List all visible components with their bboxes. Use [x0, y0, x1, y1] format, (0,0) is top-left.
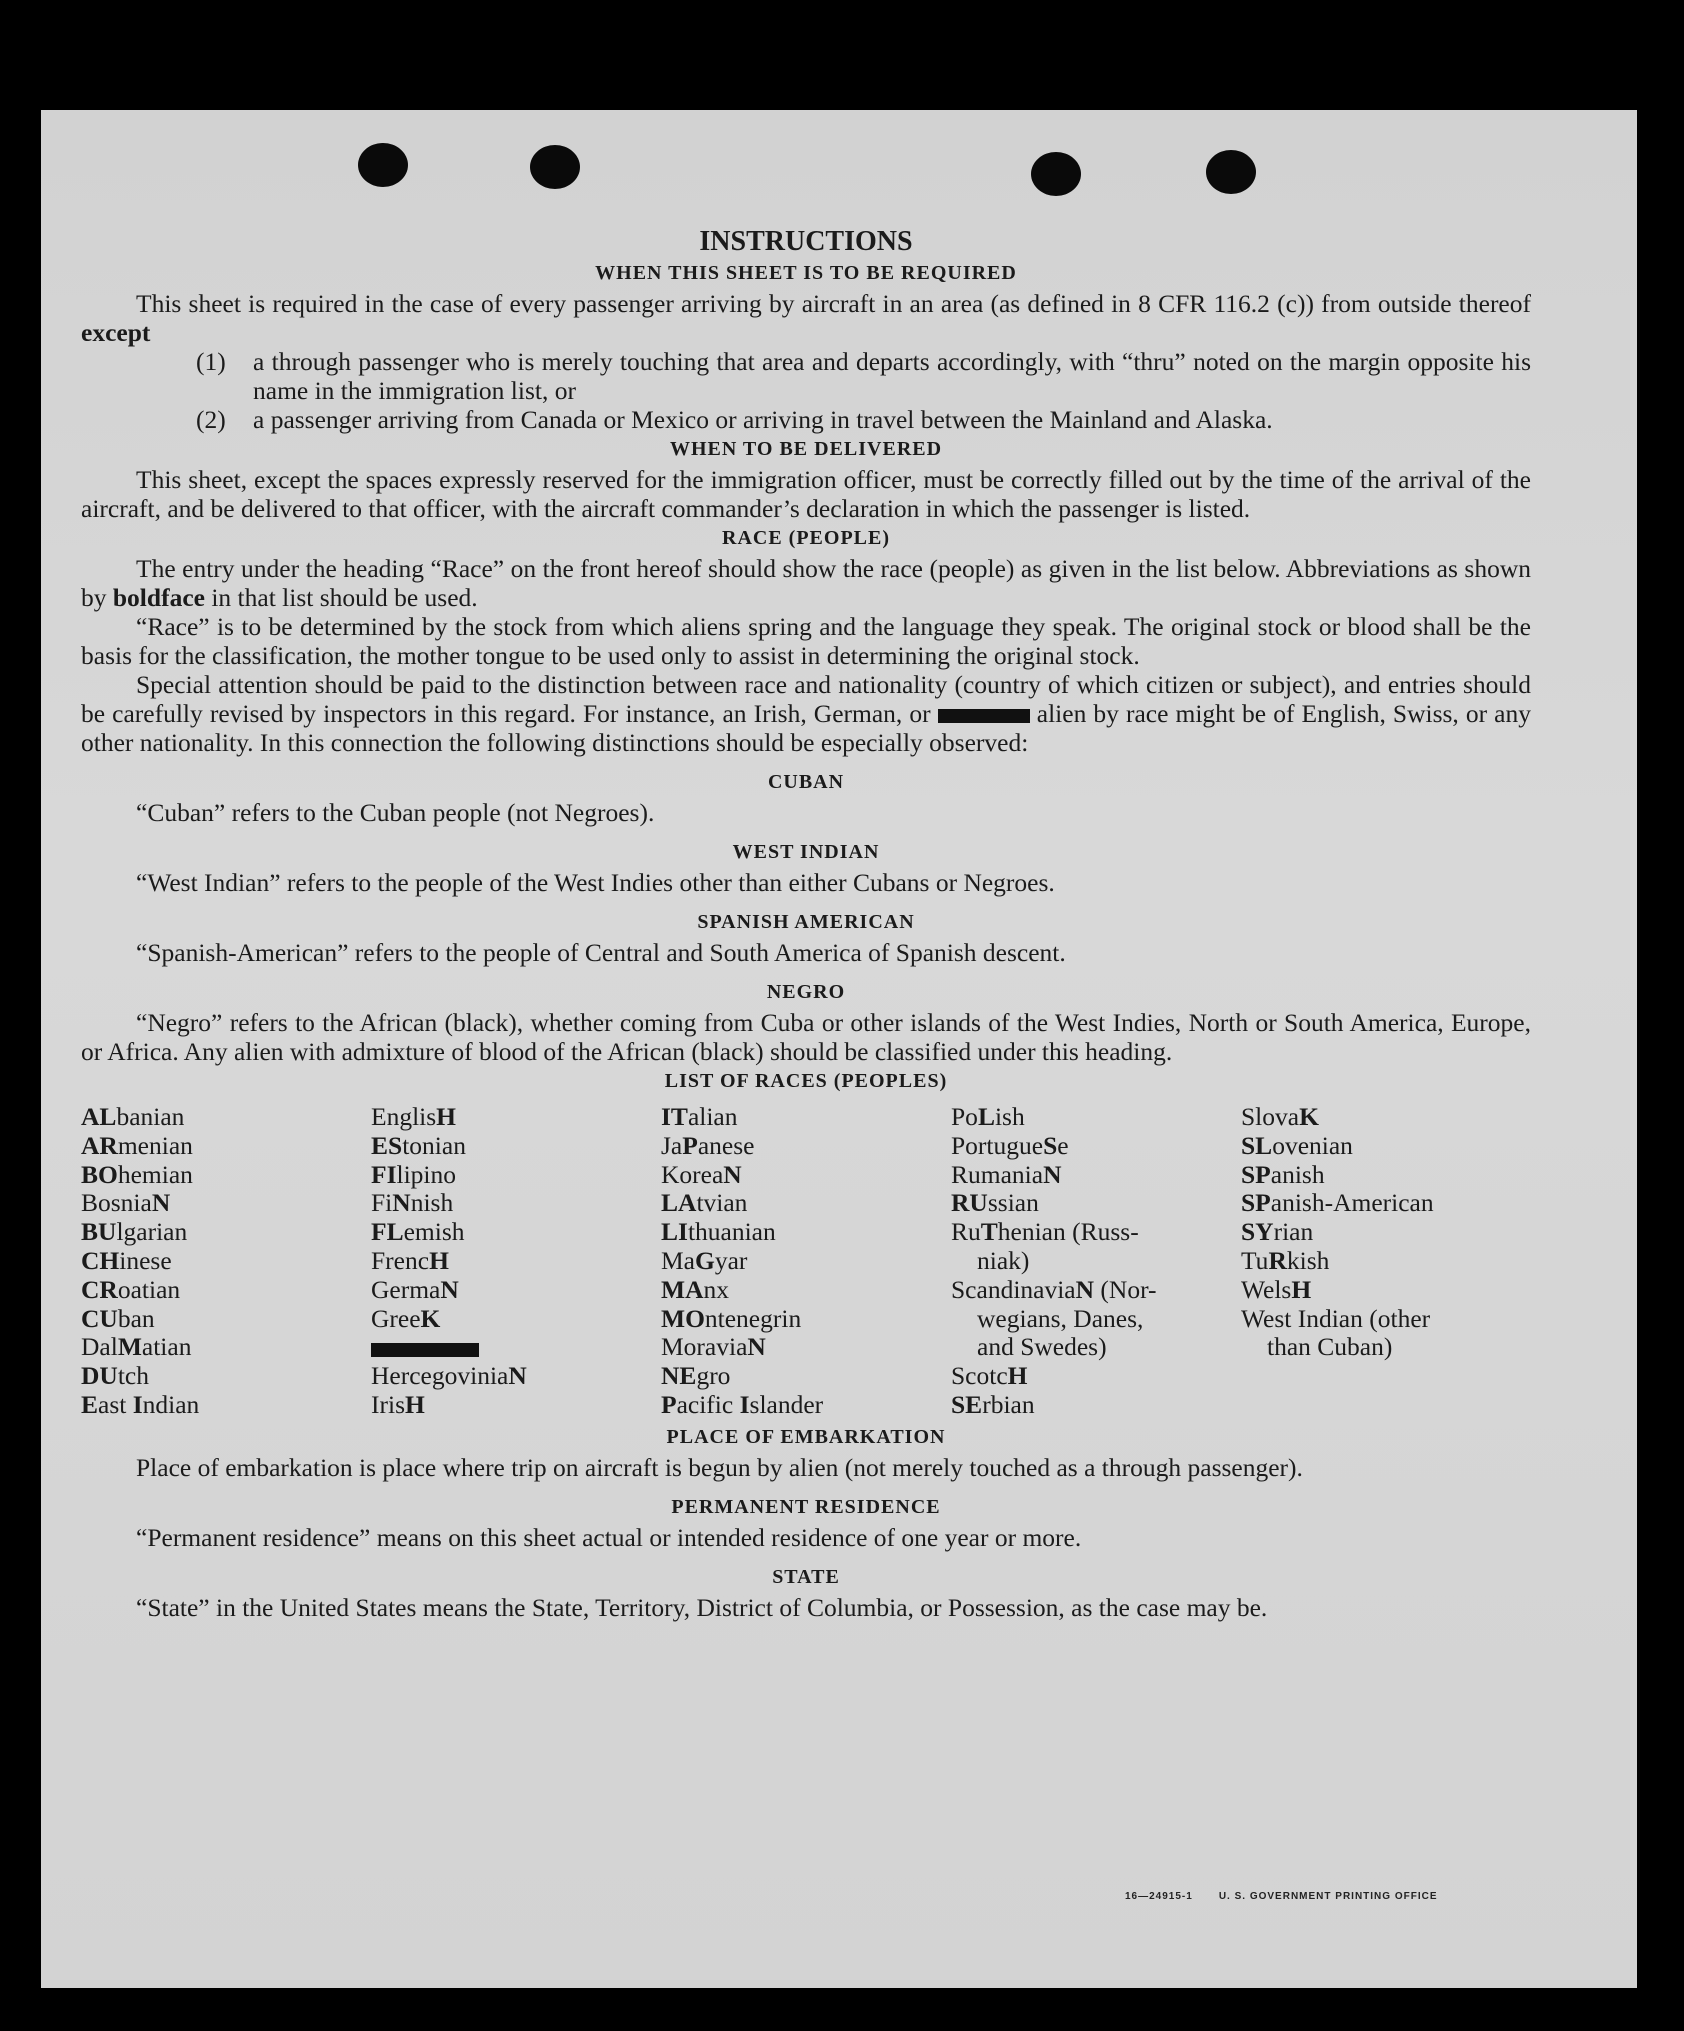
race-entry: ALbanian — [81, 1102, 185, 1131]
race-entry: EnglisH — [371, 1102, 457, 1131]
race-entry: SlovaK — [1241, 1102, 1319, 1131]
race-paragraph: “Race” is to be determined by the stock from which aliens spring and the language they speak. The original stock or blood shall be the basis for the classification, the mother tongue to be used only to assist in determining the original stock. — [81, 612, 1531, 670]
race-entry: TuRkish — [1241, 1245, 1330, 1275]
race-column — [371, 1103, 661, 1420]
race-entry: SYrian — [1241, 1217, 1314, 1247]
race-entry: MOntenegrin — [661, 1303, 802, 1333]
race-entry: West Indian (other — [1241, 1303, 1431, 1333]
section-heading-negro: NEGRO — [766, 981, 846, 1003]
race-column — [661, 1103, 951, 1420]
race-column — [1241, 1103, 1531, 1420]
race-entry: DUtch — [81, 1361, 149, 1391]
printer-name: U. S. GOVERNMENT PRINTING OFFICE — [1218, 1891, 1438, 1902]
redaction-mark — [371, 1343, 479, 1357]
race-entry: BUlgarian — [81, 1217, 188, 1247]
race-entry: wegians, Danes, — [977, 1303, 1144, 1333]
race-entry: ScotcH — [951, 1361, 1028, 1391]
section-heading-when-delivered: WHEN TO BE DELIVERED — [669, 438, 943, 460]
instructions-body — [81, 226, 1531, 1622]
section-heading-cuban: CUBAN — [767, 771, 845, 793]
when-required-intro: This sheet is required in the case of every passenger arriving by aircraft in an area (as defined in 8 CFR 116.2 (c)) from outside thereof except — [81, 289, 1531, 347]
punch-hole — [358, 143, 408, 187]
cuban-text: “Cuban” refers to the Cuban people (not Negroes). — [136, 798, 655, 827]
race-entry: MaGyar — [661, 1245, 748, 1275]
race-entry: LIthuanian — [661, 1217, 776, 1247]
race-entry: CHinese — [81, 1245, 172, 1275]
section-heading-list-of-races: LIST OF RACES (PEOPLES) — [664, 1070, 948, 1092]
embarkation-text: Place of embarkation is place where trip on aircraft is begun by alien (not merely touched as a through passenger). — [136, 1452, 1303, 1482]
race-entry: HercegoviniaN — [371, 1361, 527, 1391]
section-heading-spanish-american: SPANISH AMERICAN — [697, 911, 915, 933]
exception-item: (2) a passenger arriving from Canada or Mexico or arriving in travel between the Mainland and Alaska. — [196, 405, 1273, 434]
race-entry: RUssian — [951, 1188, 1039, 1218]
race-entry: Pacific Islander — [661, 1389, 824, 1419]
race-entry: PortugueSe — [951, 1130, 1069, 1160]
section-heading-when-required: WHEN THIS SHEET IS TO BE REQUIRED — [595, 262, 1017, 284]
race-paragraph: The entry under the heading “Race” on the front hereof should show the race (people) as given in the list below. Abbreviations as shown by boldface in that list should be used. — [81, 554, 1531, 612]
race-entry: SPanish — [1241, 1159, 1325, 1189]
race-entry: and Swedes) — [977, 1332, 1107, 1362]
race-entry: KoreaN — [661, 1159, 742, 1189]
permanent-residence-text: “Permanent residence” means on this sheet actual or intended residence of one year or more. — [136, 1522, 1082, 1552]
punch-hole — [530, 145, 580, 189]
when-delivered-text: This sheet, except the spaces expressly reserved for the immigration officer, must be correctly filled out by the time of the arrival of the aircraft, and be delivered to that officer, with the aircraft commander’s declaration in which the passenger is listed. — [81, 465, 1531, 523]
race-list — [81, 1103, 1531, 1420]
section-heading-embarkation: PLACE OF EMBARKATION — [666, 1425, 946, 1448]
race-entry: GermaN — [371, 1274, 459, 1304]
race-entry: SErbian — [951, 1389, 1035, 1419]
race-column — [81, 1103, 371, 1420]
west-indian-text: “West Indian” refers to the people of the West Indies other than either Cubans or Negroes. — [136, 868, 1055, 897]
exception-item: (1) a through passenger who is merely touching that area and departs accordingly, with “thru” noted on the margin opposite his name in the immigration list, or — [196, 347, 1531, 405]
punch-hole — [1206, 150, 1256, 194]
race-entry: ScandinaviaN (Nor- — [951, 1274, 1157, 1304]
race-entry: EStonian — [371, 1130, 466, 1160]
race-entry: FrencH — [371, 1245, 449, 1275]
race-entry: IrisH — [371, 1389, 425, 1419]
race-entry — [371, 1333, 661, 1362]
section-heading-state: STATE — [772, 1565, 840, 1588]
race-entry: East Indian — [81, 1389, 200, 1419]
race-entry: MoraviaN — [661, 1332, 766, 1362]
race-entry: DalMatian — [81, 1332, 192, 1362]
race-paragraph: Special attention should be paid to the distinction between race and nationality (country of which citizen or subject), and entries should be carefully revised by inspectors in this regard. For instance, an Irish, German, or alien by race might be of English, Swiss, or any other nationality. In this connection the following distinctions should be especially observed: — [81, 670, 1531, 757]
punch-hole — [1031, 152, 1081, 196]
race-entry: NEgro — [661, 1361, 731, 1391]
race-entry: WelsH — [1241, 1274, 1312, 1304]
race-entry: MAnx — [661, 1274, 729, 1304]
section-heading-race: RACE (PEOPLE) — [722, 527, 890, 549]
race-entry: SLovenian — [1241, 1130, 1353, 1160]
race-entry: niak) — [977, 1245, 1030, 1275]
race-entry: ITalian — [661, 1102, 738, 1131]
spanish-american-text: “Spanish-American” refers to the people of Central and South America of Spanish descent. — [136, 938, 1066, 967]
race-entry: CRoatian — [81, 1274, 181, 1304]
form-number: 16—24915-1 — [1125, 1891, 1193, 1902]
race-entry: SPanish-American — [1241, 1188, 1434, 1218]
section-heading-west-indian: WEST INDIAN — [732, 841, 880, 863]
race-entry: ARmenian — [81, 1130, 193, 1160]
race-entry: LAtvian — [661, 1188, 748, 1218]
section-heading-permanent-residence: PERMANENT RESIDENCE — [671, 1495, 941, 1518]
race-entry: JaPanese — [661, 1130, 755, 1160]
page-title: INSTRUCTIONS — [699, 226, 913, 257]
document-sheet — [41, 110, 1637, 1988]
race-entry: CUban — [81, 1303, 155, 1333]
race-entry: BosniaN — [81, 1188, 171, 1218]
race-entry: BOhemian — [81, 1159, 193, 1189]
race-entry: FiNnish — [371, 1188, 454, 1218]
negro-text: “Negro” refers to the African (black), whether coming from Cuba or other islands of the West Indies, North or South America, Europe, or Africa. Any alien with admixture of blood of the African (black) should be classified under this heading. — [81, 1008, 1531, 1066]
race-entry: than Cuban) — [1267, 1332, 1393, 1362]
race-entry: RuThenian (Russ- — [951, 1217, 1139, 1247]
race-entry: RumaniaN — [951, 1159, 1062, 1189]
redaction-mark — [938, 709, 1030, 723]
race-entry: PoLish — [951, 1102, 1025, 1131]
race-entry: GreeK — [371, 1303, 441, 1333]
race-entry: FIlipino — [371, 1159, 457, 1189]
state-text: “State” in the United States means the State, Territory, District of Columbia, or Possession, as the case may be. — [136, 1592, 1268, 1622]
printer-imprint — [1125, 1891, 1464, 1902]
race-column — [951, 1103, 1241, 1420]
race-entry: FLemish — [371, 1217, 465, 1247]
